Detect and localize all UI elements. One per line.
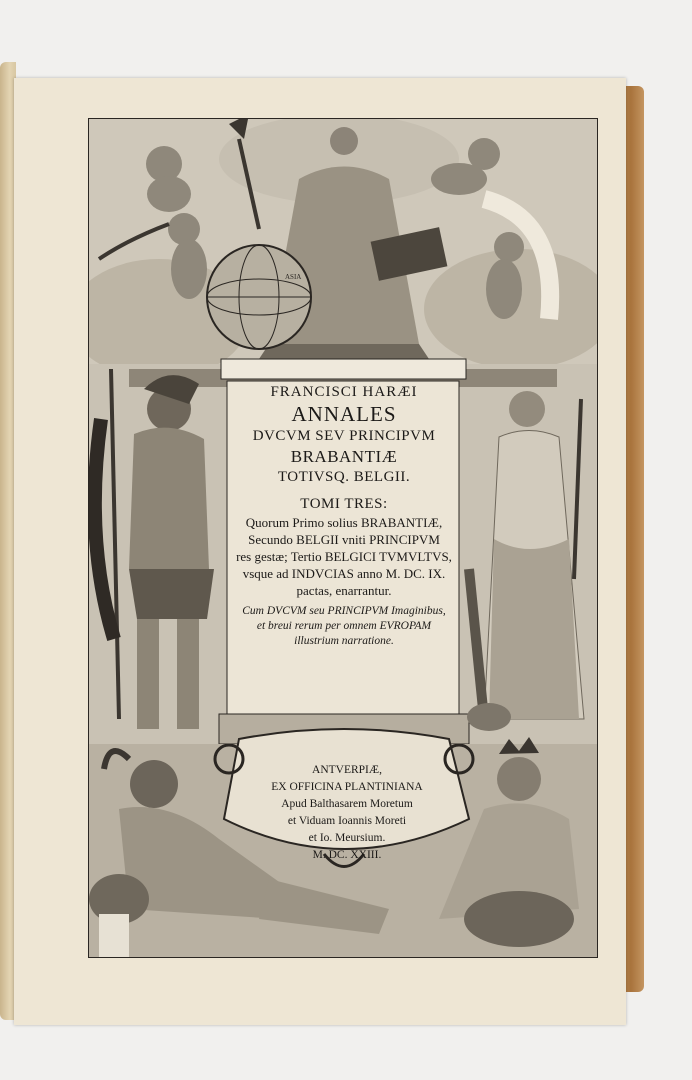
imprint-line: et Io. Meursium. [308, 832, 386, 844]
globe-label: ASIA [285, 273, 302, 281]
imprint-line: Apud Balthasarem Moretum [281, 798, 413, 810]
title-line-belgium: TOTIVSQ. BELGII. [277, 469, 411, 485]
globe [207, 245, 311, 349]
lion [464, 891, 574, 947]
title-line-dukes: DVCVM SEV PRINCIPVM [252, 428, 436, 444]
title-block [227, 382, 461, 649]
description-line: vsque ad INDVCIAS anno M. DC. IX. [242, 566, 446, 581]
plinth-cap [221, 359, 466, 379]
main-title: ANNALES [291, 402, 397, 426]
description-line: Quorum Primo solius BRABANTIÆ, [245, 515, 443, 530]
author-name: FRANCISCI HARÆI [270, 384, 418, 400]
imprint-text [262, 762, 432, 864]
volumes-heading: TOMI TRES: [300, 496, 388, 512]
description-line: Secundo BELGII vniti PRINCIPVM [248, 532, 440, 547]
italic-note-line: illustrium narratione. [294, 635, 394, 647]
imprint-line: et Viduam Ioannis Moreti [287, 815, 407, 827]
imprint-line: EX OFFICINA PLANTINIANA [271, 781, 423, 793]
title-line-brabant: BRABANTIÆ [290, 447, 398, 466]
italic-note-line: Cum DVCVM seu PRINCIPVM Imaginibus, [242, 605, 446, 617]
italic-note-line: et breui rerum per omnem EVROPAM [256, 620, 432, 632]
description-line: pactas, enarrantur. [296, 583, 392, 598]
imprint-line: M. DC. XXIII. [312, 849, 382, 861]
imprint-line: ANTVERPIÆ, [312, 764, 382, 776]
description-line: res gestæ; Tertio BELGICI TVMVLTVS, [236, 549, 452, 564]
